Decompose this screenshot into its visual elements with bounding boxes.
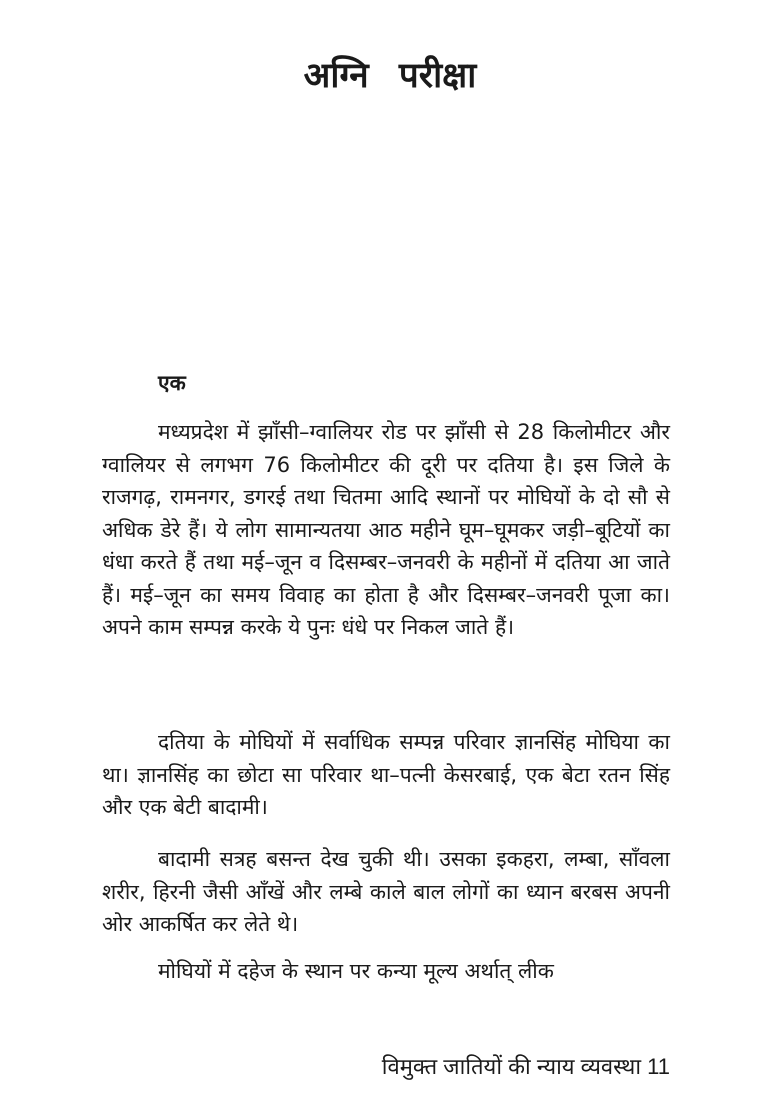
section-heading: एक: [158, 371, 186, 395]
paragraph-1: [102, 416, 670, 644]
paragraph-text: मोघियों में दहेज के स्थान पर कन्या मूल्य अर्थात् लीक: [158, 959, 554, 983]
page-footer: विमुक्त जातियों की न्याय व्यवस्था 11: [381, 1054, 670, 1079]
paragraph-2: [102, 726, 670, 824]
paragraph-text: बादामी सत्रह बसन्त देख चुकी थी। उसका इकहरा, लम्बा, साँवला शरीर, हिरनी जैसी आँखें और लम्बे काले बाल लोगों का ध्यान बरबस अपनी ओर आकर्षित कर लेते थे।: [102, 847, 670, 936]
paragraph-4: [102, 955, 670, 988]
paragraph-3: [102, 843, 670, 941]
chapter-title: अग्नि परीक्षा: [303, 56, 477, 96]
paragraph-text: दतिया के मोघियों में सर्वाधिक सम्पन्न परिवार ज्ञानसिंह मोघिया का था। ज्ञानसिंह का छोटा सा परिवार था–पत्नी केसरबाई, एक बेटा रतन सिंह और एक बेटी बादामी।: [102, 730, 670, 819]
paragraph-text: मध्यप्रदेश में झाँसी–ग्वालियर रोड पर झाँसी से 28 किलोमीटर और ग्वालियर से लगभग 76 किलोमीटर की दूरी पर दतिया है। इस जिले के राजगढ़, रामनगर, डगरई तथा चितमा आदि स्थानों पर मोघियों के दो सौ से अधिक डेरे हैं। ये लोग सामान्यतया आठ महीने घूम–घूमकर जड़ी–बूटियों का धंधा करते हैं तथा मई–जून व दिसम्बर–जनवरी के महीनों में दतिया आ जाते हैं। मई–जून का समय विवाह का होता है और दिसम्बर–जनवरी पूजा का। अपने काम सम्पन्न करके ये पुनः धंधे पर निकल जाते हैं।: [102, 420, 670, 639]
